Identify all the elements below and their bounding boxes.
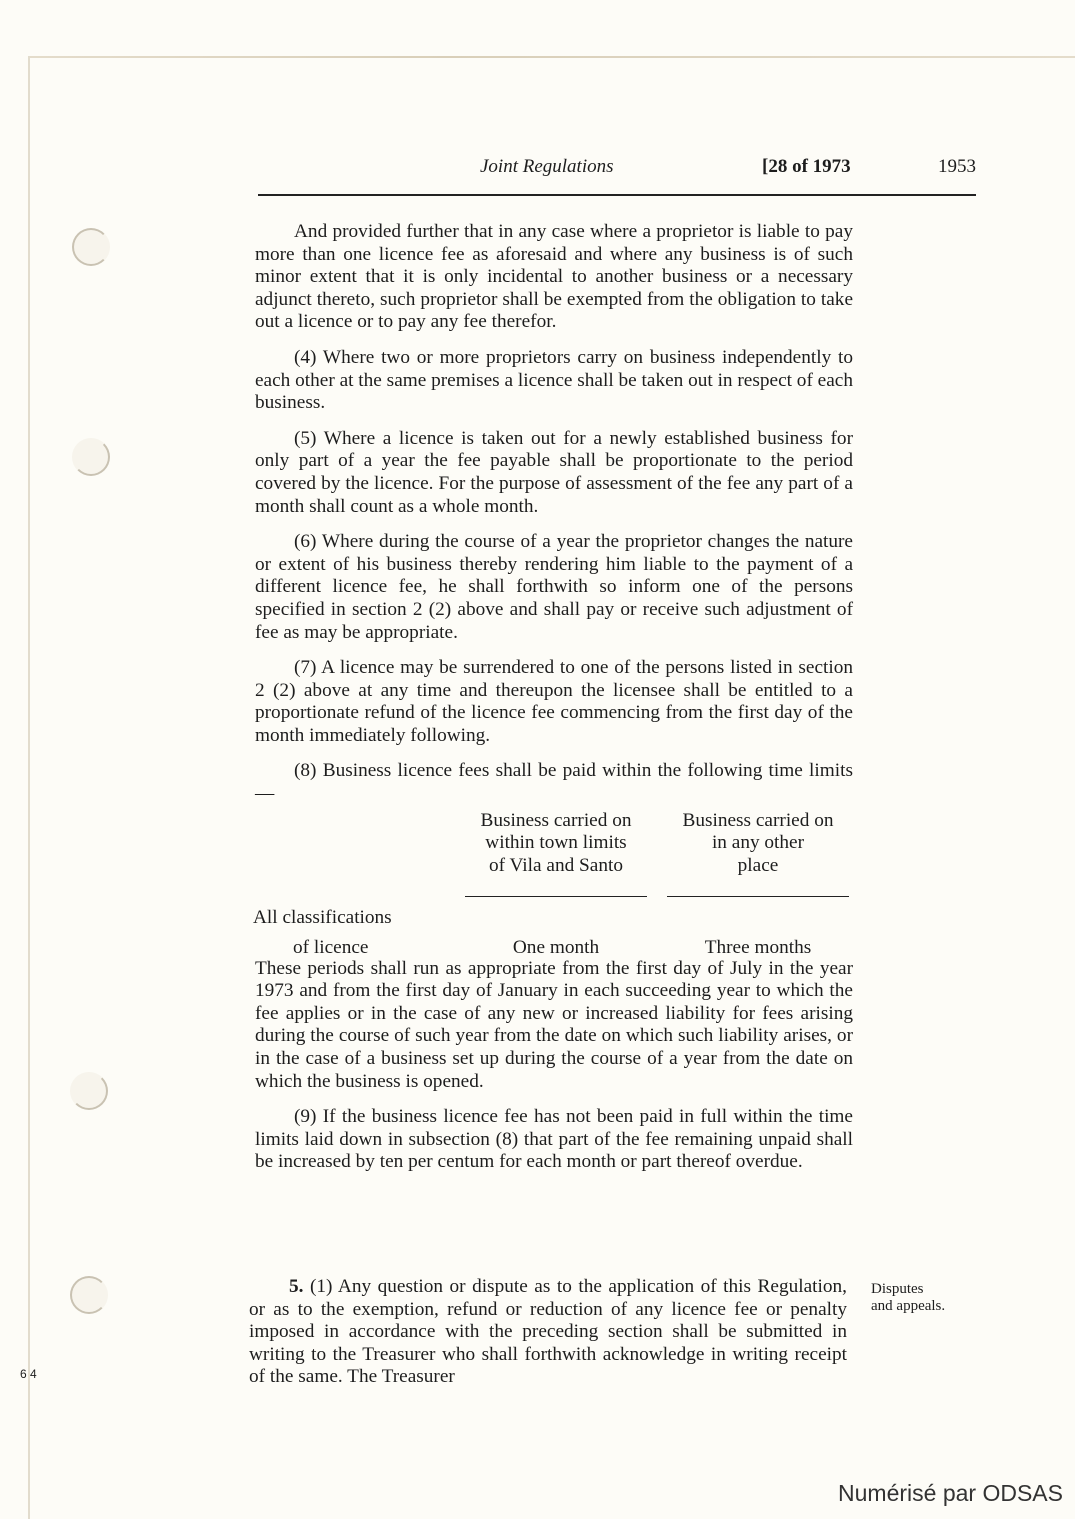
header-title: Joint Regulations bbox=[480, 156, 614, 177]
paragraph-9: (9) If the business licence fee has not been paid in full within the time limits laid down in subsection (8) that part of the fee remaining unpaid shall be increased by ten per centum for each month or part thereof overdue. bbox=[255, 1106, 853, 1173]
page-edge bbox=[28, 56, 1075, 58]
section-5 bbox=[249, 1276, 847, 1389]
punch-hole bbox=[72, 228, 110, 266]
fee-time-limits-table bbox=[253, 809, 853, 958]
value-other: Three months bbox=[704, 936, 812, 958]
header-rule bbox=[258, 194, 976, 196]
section-5-text: (1) Any question or dispute as to the application of this Regulation, or as to the exemption, refund or reduction of any licence fee or penalty imposed in accordance with the preceding section shall be submitted in writing to the Treasurer who shall forthwith acknowledge in writing receipt of the same. The Treasurer bbox=[249, 1276, 847, 1388]
margin-note: Disputes and appeals. bbox=[871, 1281, 946, 1314]
edge-number: 6 4 bbox=[20, 1367, 37, 1381]
paragraph-6: (6) Where during the course of a year the proprietor changes the nature or extent of his business thereby rendering him liable to the payment of a different licence fee, he shall forthwith so inform one of the persons specified in section 2 (2) above and shall pay or receive such adjustment of fee as may be appropriate. bbox=[255, 531, 853, 643]
column-rule bbox=[465, 896, 647, 898]
running-header bbox=[258, 156, 978, 184]
paragraph-4: (4) Where two or more proprietors carry on business independently to each other at the same premises a licence shall be taken out in respect of each business. bbox=[255, 346, 853, 414]
column-header-town: Business carried on within town limits of Vila and Santo bbox=[480, 809, 632, 876]
page-edge-left bbox=[28, 56, 30, 1519]
body-text bbox=[255, 221, 853, 1187]
page-number: 1953 bbox=[938, 156, 976, 177]
column-header-other: Business carried on in any other place bbox=[682, 809, 834, 876]
punch-hole bbox=[72, 438, 110, 476]
row-label: All classifications bbox=[253, 906, 392, 928]
value-town: One month bbox=[512, 936, 600, 958]
paragraph-5: (5) Where a licence is taken out for a newly established business for only part of a year the fee payable shall be proportionate to the period covered by the licence. For the purpose of assessment of the fee any part of a month shall count as a whole month. bbox=[255, 427, 853, 517]
punch-hole bbox=[70, 1072, 108, 1110]
paragraph-7: (7) A licence may be surrendered to one of the persons listed in section 2 (2) above at any time and thereupon the licensee shall be entitled to a proportionate refund of the licence fee commencing from the first day of the month immediately following. bbox=[255, 657, 853, 746]
row-label-continued: of licence bbox=[293, 936, 369, 958]
digitization-stamp: Numérisé par ODSAS bbox=[838, 1480, 1063, 1506]
paragraph-8-continued: These periods shall run as appropriate from the first day of July in the year 1973 and from the first day of January in each succeeding year to which the fee applies or in the case of any new or increased liability for fees arising during the course of such year from the date on which such liability arises, or in the case of a business set up during the course of a year from the date on which the business is opened. bbox=[255, 957, 853, 1092]
paragraph-8: (8) Business licence fees shall be paid within the following time limits— bbox=[255, 760, 853, 805]
header-act-number: [28 of 1973 bbox=[762, 156, 851, 177]
column-rule bbox=[667, 896, 849, 898]
paragraph-proviso: And provided further that in any case where a proprietor is liable to pay more than one licence fee as aforesaid and where any business is of such minor extent that it is only incidental to another business or a necessary adjunct thereto, such proprietor shall be exempted from the obligation to take out a licence or to pay any fee therefor. bbox=[255, 221, 853, 333]
punch-hole bbox=[70, 1276, 108, 1314]
section-number: 5. bbox=[289, 1276, 304, 1297]
